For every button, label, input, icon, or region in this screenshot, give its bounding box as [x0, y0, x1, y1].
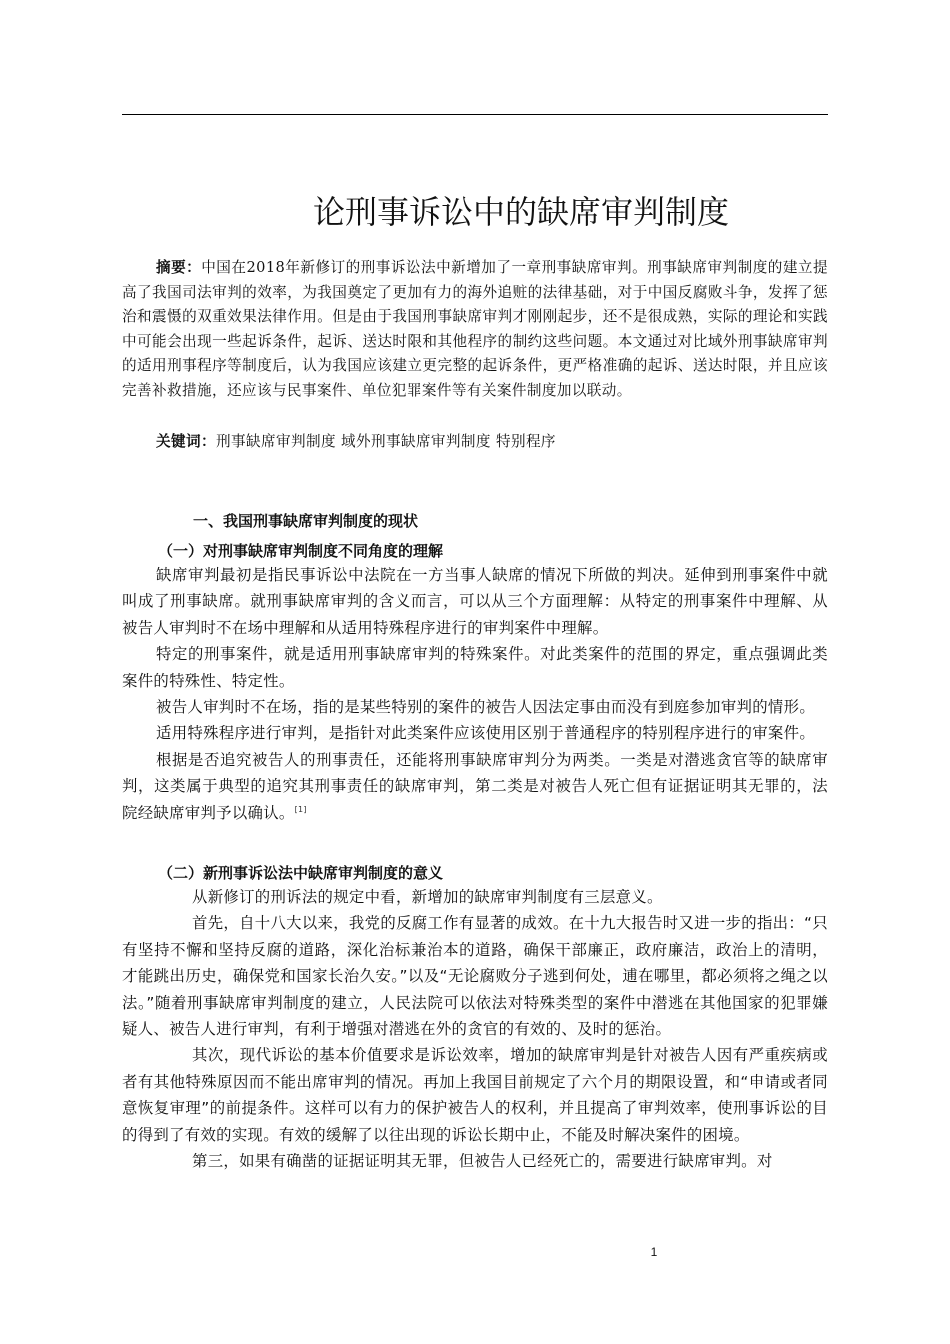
paragraph: 第三，如果有确凿的证据证明其无罪，但被告人已经死亡的，需要进行缺席审判。对 — [192, 1152, 773, 1171]
paragraph: 从新修订的刑诉法的规定中看，新增加的缺席审判制度有三层意义。 — [192, 888, 663, 906]
subsection-1-body — [122, 562, 828, 826]
paragraph: 特定的刑事案件，就是适用刑事缺席审判的特殊案件。对此类案件的范围的界定，重点强调此类案件的特殊性、特定性。 — [122, 645, 828, 690]
keywords — [122, 430, 828, 455]
paragraph: 被告人审判时不在场，指的是某些特别的案件的被告人因法定事由而没有到庭参加审判的情形。 — [156, 698, 816, 717]
page-number: 1 — [650, 1245, 658, 1259]
footnote-reference[interactable]: [1] — [294, 804, 307, 814]
subsection-heading-2: （二）新刑事诉讼法中缺席审判制度的意义 — [158, 864, 444, 882]
section-heading: 一、我国刑事缺席审判制度的现状 — [193, 512, 419, 530]
paragraph: 适用特殊程序进行审判，是指针对此类案件应该使用区别于普通程序的特别程序进行的审案件。 — [156, 724, 816, 743]
subsection-heading-1: （一）对刑事缺席审判制度不同角度的理解 — [158, 542, 444, 560]
header-rule — [122, 114, 828, 115]
paragraph: 其次，现代诉讼的基本价值要求是诉讼效率，增加的缺席审判是针对被告人因有严重疾病或者有其他特殊原因而不能出席审判的情况。再加上我国目前规定了六个月的期限设置，和“申请或者同意恢复审理”的前提条件。这样可以有力的保护被告人的权利，并且提高了审判效率，使刑事诉讼的目的得到了有效的实现。有效的缓解了以往出现的诉讼长期中止，不能及时解决案件的困境。 — [122, 1046, 828, 1144]
paragraph: 首先，自十八大以来，我党的反腐工作有显著的成效。在十九大报告时又进一步的指出：“只有坚持不懈和坚持反腐的道路，深化治标兼治本的道路，确保干部廉正，政府廉洁，政治上的清明，才能跳出历史，确保党和国家长治久安。”以及“无论腐败分子逃到何处，逋在哪里，都必须将之绳之以法。”随着刑事缺席审判制度的建立，人民法院可以依法对特殊类型的案件中潜逃在其他国家的犯罪嫌疑人、被告人进行审判，有利于增强对潜逃在外的贪官的有效的、及时的惩治。 — [122, 914, 828, 1039]
keywords-text: 刑事缺席审判制度 域外刑事缺席审判制度 特别程序 — [215, 433, 556, 450]
abstract-text: 中国在2018年新修订的刑事诉讼法中新增加了一章刑事缺席审判。刑事缺席审判制度的建立提高了我国司法审判的效率，为我国奠定了更加有力的海外追赃的法律基础，对于中国反腐败斗争，发挥了惩治和震慑的双重效果法律作用。但是由于我国刑事缺席审判才刚刚起步，还不是很成熟，实际的理论和实践中可能会出现一些起诉条件，起诉、送达时限和其他程序的制约这些问题。本文通过对比域外刑事缺席审判的适用刑事程序等制度后，认为我国应该建立更完整的起诉条件，更严格准确的起诉、送达时限，并且应该完善补救措施，还应该与民事案件、单位犯罪案件等有关案件制度加以联动。 — [122, 259, 828, 399]
paragraph: 缺席审判最初是指民事诉讼中法院在一方当事人缺席的情况下所做的判决。延伸到刑事案件中就叫成了刑事缺席。就刑事缺席审判的含义而言，可以从三个方面理解：从特定的刑事案件中理解、从被告人审判时不在场中理解和从适用特殊程序进行的审判案件中理解。 — [122, 566, 828, 637]
document-title: 论刑事诉讼中的缺席审判制度 — [312, 193, 729, 231]
subsection-2-body — [122, 884, 828, 1174]
abstract — [122, 256, 828, 404]
paragraph — [122, 747, 828, 826]
paragraph-text: 根据是否追究被告人的刑事责任，还能将刑事缺席审判分为两类。一类是对潜逃贪官等的缺席审判，这类属于典型的追究其刑事责任的缺席审判，第二类是对被告人死亡但有证据证明其无罪的，法院经缺席审判予以确认。 — [122, 750, 828, 822]
keywords-label: 关键词： — [156, 433, 216, 450]
abstract-label: 摘要： — [156, 259, 202, 276]
